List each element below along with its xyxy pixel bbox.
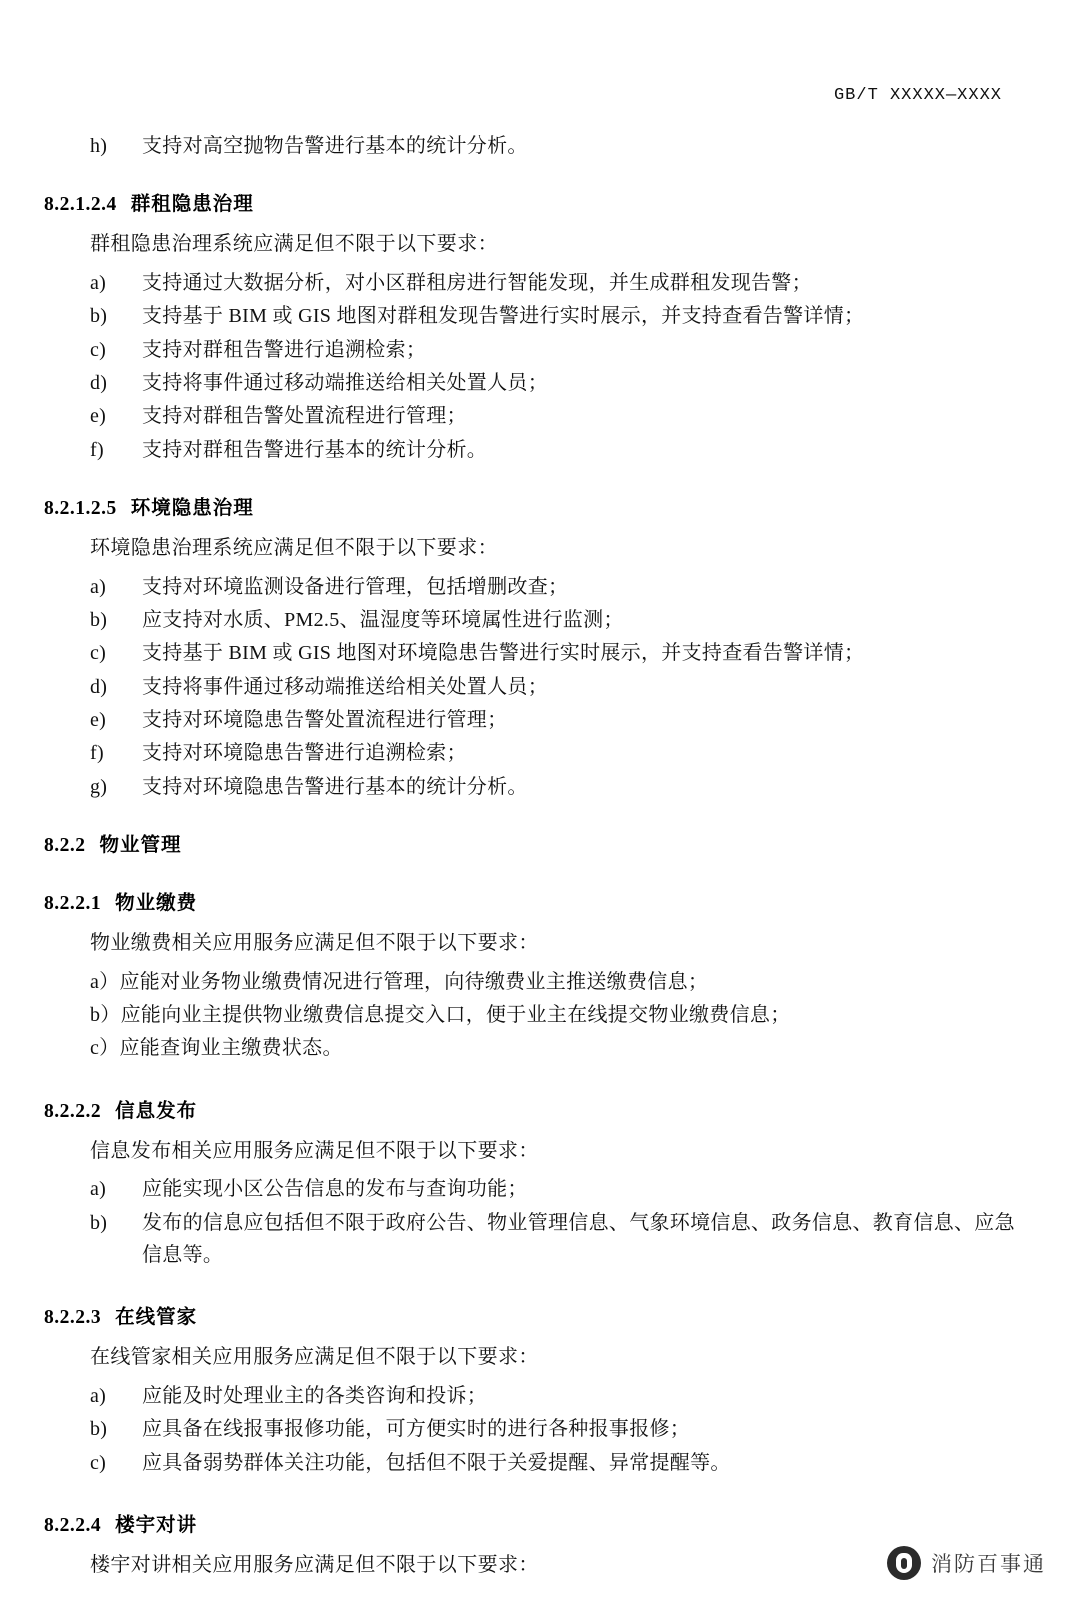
- list-item-text: 支持将事件通过移动端推送给相关处置人员；: [142, 675, 548, 698]
- clause-heading: [44, 887, 1024, 915]
- requirement-list: [90, 966, 1024, 1065]
- list-item-marker: c): [90, 338, 107, 361]
- list-item-marker: a): [90, 1178, 107, 1201]
- list-item-marker: a): [90, 1384, 107, 1407]
- list-item-marker: c）: [90, 1037, 120, 1060]
- list-item-text: 支持基于 BIM 或 GIS 地图对环境隐患告警进行实时展示，并支持查看告警详情；: [142, 642, 865, 665]
- clause-number: 8.2.2.2: [44, 1100, 102, 1122]
- page-header-standard-code: GB/T XXXXX—XXXX: [833, 86, 1002, 105]
- list-item-text: 应能对业务物业缴费情况进行管理，向待缴费业主推送缴费信息；: [119, 970, 709, 993]
- list-item-text: 支持对环境隐患告警处置流程进行管理；: [142, 709, 508, 732]
- list-item: [90, 771, 1024, 803]
- clause-title: 环境隐患治理: [130, 496, 254, 520]
- list-item-text: 发布的信息应包括但不限于政府公告、物业管理信息、气象环境信息、政务信息、教育信息、应急信息等。: [142, 1211, 1015, 1266]
- clause-title: 楼宇对讲: [115, 1512, 198, 1536]
- clause-number: 8.2.2.4: [44, 1514, 102, 1536]
- requirement-list: [90, 1380, 1024, 1479]
- clause-heading: [44, 829, 1024, 857]
- list-item-text: 支持对群租告警进行追溯检索；: [142, 338, 427, 361]
- list-item: [90, 434, 1024, 466]
- list-item-marker: f): [90, 438, 104, 461]
- list-item-text: 支持对高空抛物告警进行基本的统计分析。: [142, 135, 528, 157]
- list-item: [90, 637, 1024, 669]
- list-item-text: 支持对群租告警处置流程进行管理；: [142, 405, 467, 428]
- requirement-list: [90, 571, 1024, 804]
- clause-heading: [44, 188, 1024, 216]
- list-item: [90, 571, 1024, 603]
- list-item-marker: d): [90, 371, 108, 394]
- list-item: [90, 1173, 1024, 1205]
- paragraph: 信息发布相关应用服务应满足但不限于以下要求：: [90, 1139, 539, 1162]
- paragraph: 物业缴费相关应用服务应满足但不限于以下要求：: [90, 932, 539, 955]
- clause-title: 物业管理: [99, 833, 182, 857]
- paragraph: 在线管家相关应用服务应满足但不限于以下要求：: [90, 1346, 539, 1369]
- list-item-marker: c): [90, 1451, 107, 1474]
- list-item: [90, 334, 1024, 366]
- list-item: [90, 671, 1024, 703]
- list-item: [90, 1413, 1024, 1445]
- clause-heading: [44, 1095, 1024, 1123]
- list-item-text: 支持对环境隐患告警进行基本的统计分析。: [142, 775, 528, 798]
- list-item-text: 应能查询业主缴费状态。: [119, 1037, 343, 1060]
- clause-heading: [44, 1509, 1024, 1537]
- list-item: [90, 704, 1024, 736]
- clause-number: 8.2.2: [44, 835, 86, 857]
- list-item-text: 应支持对水质、PM2.5、温湿度等环境属性进行监测；: [142, 608, 624, 631]
- clause-number: 8.2.2.3: [44, 1307, 102, 1329]
- list-item: [90, 966, 1024, 998]
- list-item-text: 应能实现小区公告信息的发布与查询功能；: [142, 1178, 528, 1201]
- list-item-marker: a）: [90, 970, 120, 993]
- list-item: [90, 737, 1024, 769]
- list-item: [90, 400, 1024, 432]
- list-item-text: 支持通过大数据分析，对小区群租房进行智能发现，并生成群租发现告警；: [142, 271, 812, 294]
- list-item-marker: b): [90, 1418, 108, 1441]
- list-item: [90, 300, 1024, 332]
- list-item: [90, 1380, 1024, 1412]
- paragraph: 环境隐患治理系统应满足但不限于以下要求：: [90, 537, 498, 560]
- clause-title: 信息发布: [115, 1098, 198, 1122]
- list-item-marker: h): [90, 135, 108, 157]
- list-item: [90, 130, 1024, 162]
- list-item-text: 支持基于 BIM 或 GIS 地图对群租发现告警进行实时展示，并支持查看告警详情；: [142, 305, 865, 328]
- list-item: [90, 267, 1024, 299]
- paragraph: 楼宇对讲相关应用服务应满足但不限于以下要求：: [90, 1553, 539, 1576]
- paragraph: 群租隐患治理系统应满足但不限于以下要求：: [90, 233, 498, 256]
- list-item-marker: b): [90, 608, 108, 631]
- list-item-marker: a): [90, 271, 107, 294]
- clause-title: 物业缴费: [115, 891, 198, 915]
- clause-title: 群租隐患治理: [130, 192, 254, 216]
- list-item-text: 应具备弱势群体关注功能，包括但不限于关爱提醒、异常提醒等。: [142, 1451, 731, 1474]
- list-item-text: 支持对群租告警进行基本的统计分析。: [142, 438, 488, 461]
- list-item-marker: g): [90, 775, 108, 798]
- list-item-marker: f): [90, 742, 104, 765]
- watermark-label: 消防百事通: [931, 1552, 1046, 1576]
- list-item-marker: b）: [90, 1004, 121, 1027]
- watermark: [887, 1546, 1046, 1580]
- clause-title: 在线管家: [115, 1305, 198, 1329]
- requirement-list: [90, 1173, 1024, 1271]
- list-item-text: 支持对环境监测设备进行管理，包括增删改查；: [142, 575, 569, 598]
- list-item-marker: a): [90, 575, 107, 598]
- list-item-marker: e): [90, 709, 107, 732]
- megaphone-icon: [887, 1546, 921, 1580]
- list-item-marker: b): [90, 1211, 108, 1234]
- list-item-text: 应能及时处理业主的各类咨询和投诉；: [142, 1384, 488, 1407]
- requirement-list: [90, 130, 1024, 162]
- list-item-marker: d): [90, 675, 108, 698]
- list-item-text: 支持对环境隐患告警进行追溯检索；: [142, 742, 467, 765]
- clause-heading: [44, 1301, 1024, 1329]
- list-item-marker: c): [90, 642, 107, 665]
- list-item-marker: b): [90, 305, 108, 328]
- list-item-text: 应能向业主提供物业缴费信息提交入口，便于业主在线提交物业缴费信息；: [120, 1004, 791, 1027]
- list-item: [90, 1032, 1024, 1064]
- list-item: [90, 999, 1024, 1031]
- list-item-text: 支持将事件通过移动端推送给相关处置人员；: [142, 371, 548, 394]
- document-body: [44, 130, 1024, 1587]
- list-item-marker: e): [90, 405, 107, 428]
- list-item: [90, 1447, 1024, 1479]
- clause-number: 8.2.1.2.4: [44, 194, 117, 216]
- list-item: [90, 604, 1024, 636]
- clause-number: 8.2.1.2.5: [44, 498, 117, 520]
- requirement-list: [90, 267, 1024, 466]
- clause-heading: [44, 492, 1024, 520]
- list-item-text: 应具备在线报事报修功能，可方便实时的进行各种报事报修；: [142, 1418, 691, 1441]
- list-item: [90, 1207, 1024, 1272]
- list-item: [90, 367, 1024, 399]
- clause-number: 8.2.2.1: [44, 893, 102, 915]
